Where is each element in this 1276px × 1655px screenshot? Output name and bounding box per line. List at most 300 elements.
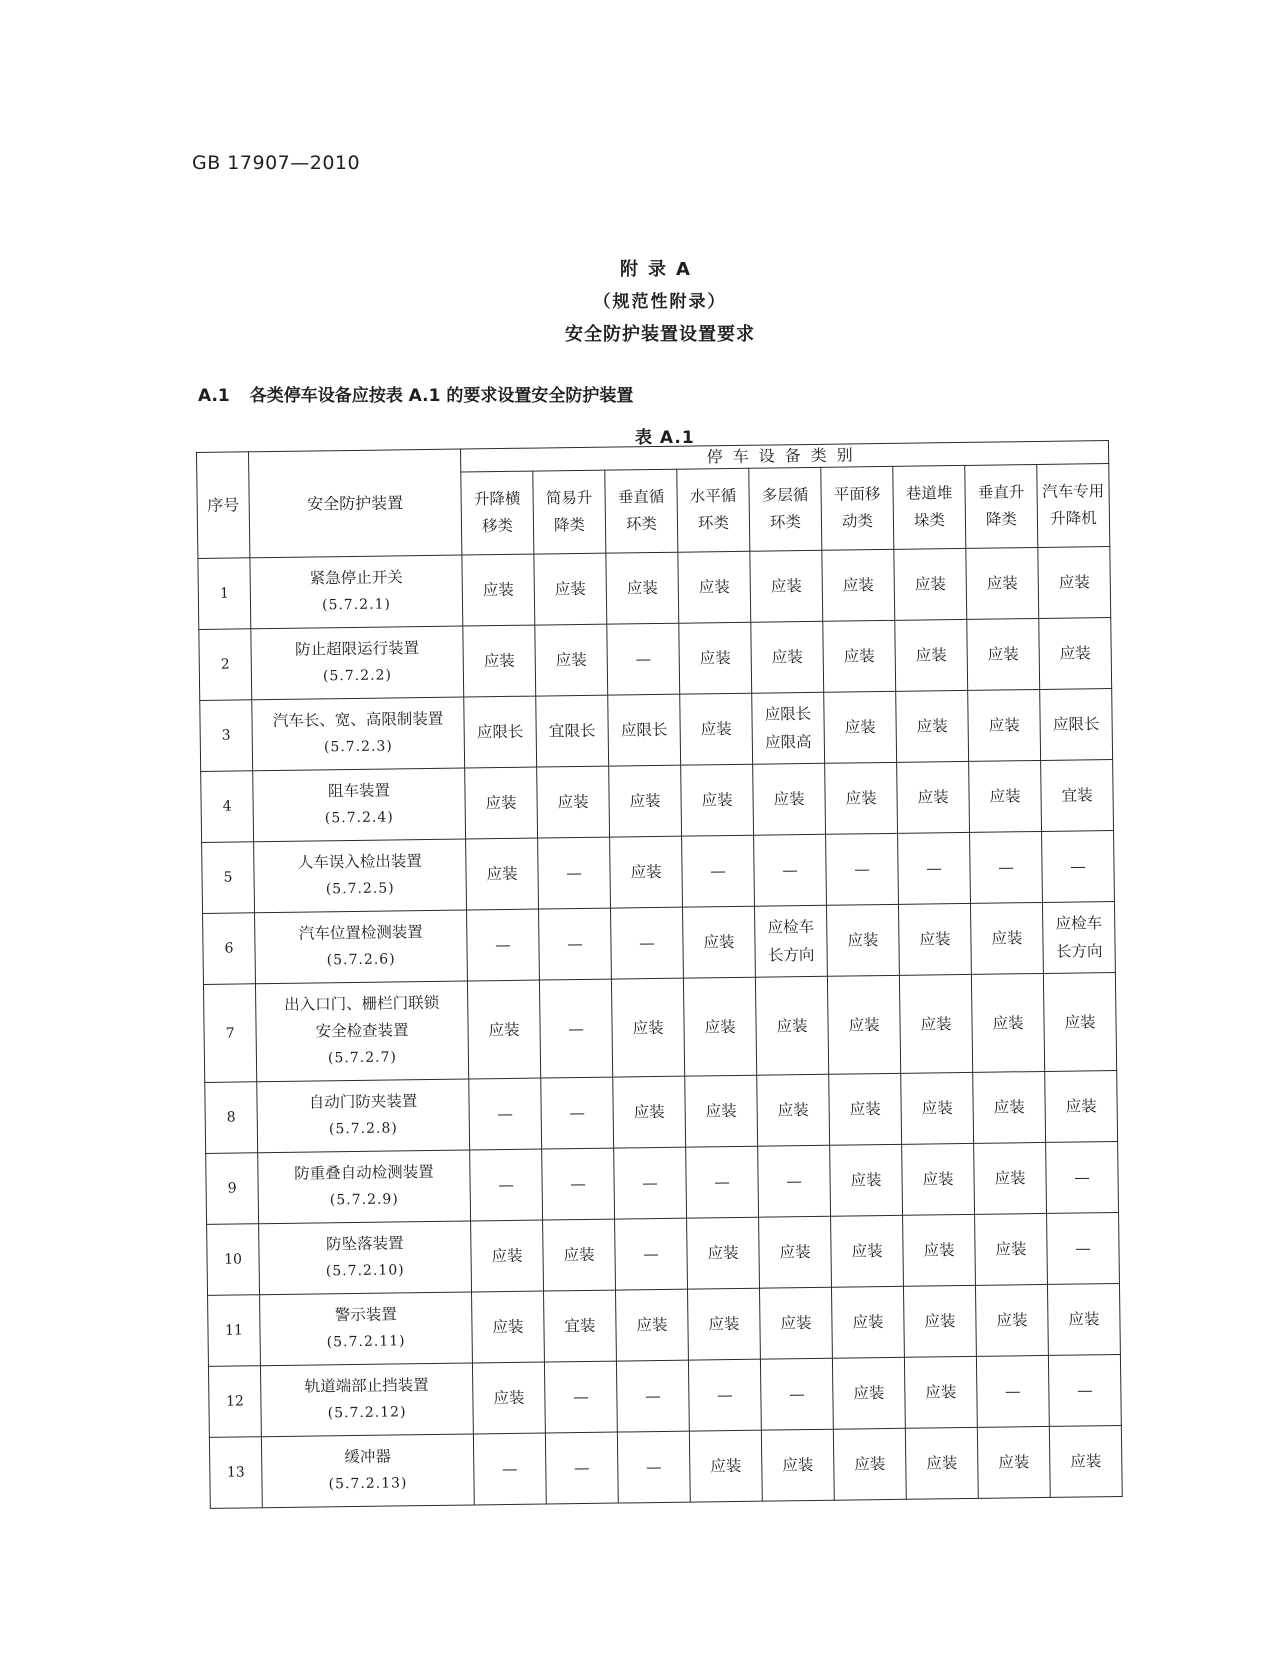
row-device bbox=[260, 1363, 473, 1437]
row-seq: 1 bbox=[198, 558, 251, 630]
requirement-text: — bbox=[639, 934, 655, 953]
requirement-cell bbox=[1043, 973, 1116, 1072]
requirement-cell bbox=[973, 1071, 1046, 1143]
requirement-cell bbox=[830, 1144, 903, 1216]
requirement-text: 应装 bbox=[924, 1312, 956, 1331]
requirement-text: 应装 bbox=[915, 646, 947, 665]
row-device bbox=[255, 981, 468, 1082]
clause-reference: (5.7.2.6) bbox=[326, 951, 396, 969]
header-category-2 bbox=[533, 470, 606, 554]
requirement-cell bbox=[536, 695, 609, 767]
requirement-cell bbox=[759, 1287, 832, 1359]
header-category-line: 降类 bbox=[985, 510, 1018, 529]
requirement-text: 应装 bbox=[1070, 1452, 1102, 1471]
requirement-text: 应装 bbox=[926, 1454, 958, 1473]
header-category-group: 停车设备类别 bbox=[460, 441, 1108, 472]
requirement-text: 应装 bbox=[636, 1315, 668, 1335]
requirement-cell bbox=[614, 1147, 687, 1219]
requirement-cell bbox=[971, 973, 1044, 1072]
requirement-text: 应装 bbox=[1064, 1012, 1096, 1032]
row-device bbox=[252, 697, 465, 771]
requirement-text: 应装 bbox=[988, 716, 1020, 735]
row-device bbox=[258, 1150, 471, 1224]
table-row bbox=[208, 1283, 1121, 1366]
requirement-cell bbox=[615, 1218, 688, 1290]
requirement-text: 应装 bbox=[483, 651, 515, 671]
requirement-text: 应装 bbox=[842, 576, 874, 595]
requirement-cell bbox=[1038, 547, 1111, 619]
requirement-cell bbox=[465, 767, 538, 839]
requirement-cell bbox=[831, 1286, 904, 1358]
requirement-text: 应装 bbox=[630, 862, 662, 882]
requirement-cell bbox=[753, 763, 826, 835]
requirement-cell bbox=[977, 1426, 1050, 1498]
requirement-cell bbox=[897, 761, 970, 833]
requirement-cell bbox=[467, 980, 540, 1079]
requirement-text: 应装 bbox=[482, 580, 514, 600]
table-row bbox=[206, 1141, 1119, 1224]
row-device bbox=[253, 768, 466, 842]
requirement-cell bbox=[898, 903, 971, 975]
requirement-text: 应装 bbox=[986, 574, 1018, 593]
requirement-text: 应装 bbox=[780, 1314, 812, 1333]
requirement-cell bbox=[471, 1220, 544, 1292]
header-category-line: 移类 bbox=[481, 516, 514, 536]
requirement-text: — bbox=[566, 863, 582, 883]
requirement-text: 应装 bbox=[1065, 1097, 1097, 1116]
requirement-cell bbox=[680, 693, 753, 765]
requirement-cell bbox=[544, 1361, 617, 1433]
requirement-text: — bbox=[926, 859, 942, 878]
requirement-text: 应装 bbox=[916, 717, 948, 736]
requirement-text: 应装 bbox=[563, 1245, 595, 1265]
requirement-text: 应装 bbox=[844, 718, 876, 737]
requirement-text: — bbox=[569, 1103, 586, 1123]
row-device bbox=[257, 1079, 470, 1153]
requirement-text: — bbox=[568, 1019, 584, 1038]
requirement-cell bbox=[469, 1078, 542, 1150]
row-device bbox=[261, 1434, 474, 1508]
requirement-text: 应限长 bbox=[620, 720, 668, 740]
appendix-type: （规范性附录） bbox=[593, 292, 727, 312]
clause-reference: (5.7.2.8) bbox=[328, 1120, 398, 1138]
requirement-text: 应装 bbox=[996, 1311, 1028, 1330]
header-category-5 bbox=[749, 467, 822, 551]
requirement-text: — bbox=[710, 862, 726, 881]
table-row bbox=[202, 831, 1115, 914]
requirement-cell bbox=[679, 622, 752, 694]
requirement-text: 应装 bbox=[917, 788, 949, 807]
device-name: 人车误入检出装置 bbox=[297, 852, 422, 872]
requirement-cell bbox=[968, 689, 1041, 761]
requirement-text: — bbox=[782, 861, 798, 880]
requirement-cell bbox=[683, 977, 756, 1076]
requirement-text: 应装 bbox=[848, 1015, 880, 1035]
header-device: 安全防护装置 bbox=[249, 449, 462, 558]
requirement-text: 应装 bbox=[554, 579, 586, 599]
clause-reference: (5.7.2.10) bbox=[325, 1262, 405, 1280]
requirement-cell bbox=[902, 1143, 975, 1215]
requirement-text: 应装 bbox=[995, 1240, 1027, 1259]
requirement-cell bbox=[826, 904, 899, 976]
table-row bbox=[203, 902, 1116, 985]
requirement-text: 应装 bbox=[633, 1102, 665, 1122]
requirement-cell bbox=[975, 1284, 1048, 1356]
requirement-cell bbox=[542, 1148, 615, 1220]
header-category-line: 动类 bbox=[841, 512, 874, 531]
row-seq: 10 bbox=[207, 1224, 260, 1296]
header-category-8 bbox=[965, 464, 1038, 548]
device-name: 轨道端部止挡装置 bbox=[304, 1376, 429, 1396]
requirement-text: 应装 bbox=[707, 1243, 739, 1263]
requirement-text: 应装 bbox=[704, 1017, 736, 1036]
row-seq: 8 bbox=[205, 1082, 258, 1154]
requirement-text: 应装 bbox=[998, 1453, 1030, 1472]
requirement-text: — bbox=[854, 860, 870, 879]
requirement-cell bbox=[607, 623, 680, 695]
row-seq: 11 bbox=[208, 1295, 261, 1367]
requirement-cell bbox=[1041, 760, 1114, 832]
requirement-cell bbox=[758, 1145, 831, 1217]
requirement-cell bbox=[534, 553, 607, 625]
row-device bbox=[260, 1292, 473, 1366]
requirement-text: 应装 bbox=[770, 577, 802, 596]
header-category-1 bbox=[461, 471, 534, 555]
requirement-cell bbox=[1046, 1141, 1119, 1213]
requirement-cell bbox=[1042, 902, 1115, 974]
header-category-line: 垛类 bbox=[913, 511, 946, 530]
device-name: 自动门防夹装置 bbox=[308, 1092, 418, 1112]
requirement-cell bbox=[470, 1149, 543, 1221]
requirement-text: 应装 bbox=[629, 791, 661, 811]
requirement-cell bbox=[543, 1219, 616, 1291]
row-seq: 2 bbox=[199, 629, 252, 701]
requirement-text: — bbox=[1077, 1381, 1093, 1400]
requirement-text: — bbox=[567, 934, 583, 954]
requirement-cell bbox=[678, 551, 751, 623]
requirement-text: — bbox=[635, 650, 652, 669]
requirement-cell bbox=[538, 837, 611, 909]
requirement-cell bbox=[825, 762, 898, 834]
requirement-text: 应装 bbox=[782, 1456, 814, 1475]
clause-reference: (5.7.2.11) bbox=[326, 1333, 406, 1351]
requirement-text: 应装 bbox=[493, 1388, 525, 1408]
document-code: GB 17907—2010 bbox=[192, 152, 361, 174]
header-category-6 bbox=[821, 466, 894, 550]
requirement-cell bbox=[688, 1359, 761, 1431]
requirement-cell bbox=[464, 696, 537, 768]
requirement-text: 应装 bbox=[991, 929, 1023, 948]
requirement-text: 应装 bbox=[845, 789, 877, 808]
row-device bbox=[250, 555, 463, 629]
clause-text: 各类停车设备应按表 A.1 的要求设置安全防护装置 bbox=[249, 386, 634, 406]
requirement-cell bbox=[616, 1289, 689, 1361]
requirement-cell bbox=[682, 835, 755, 907]
table-row bbox=[207, 1212, 1120, 1295]
requirement-cell bbox=[609, 765, 682, 837]
requirement-cell bbox=[750, 550, 823, 622]
header-category-3 bbox=[605, 469, 678, 553]
requirement-cell bbox=[544, 1290, 617, 1362]
requirement-cell bbox=[611, 907, 684, 979]
requirement-cell bbox=[976, 1355, 1049, 1427]
requirement-text: 应装 bbox=[994, 1169, 1026, 1188]
requirement-text: — bbox=[789, 1385, 805, 1404]
requirement-cell bbox=[606, 552, 679, 624]
requirement-text: 应装 bbox=[850, 1171, 882, 1190]
requirement-cell bbox=[833, 1428, 906, 1500]
requirement-text: 应装 bbox=[700, 720, 732, 739]
requirement-text: 应装 bbox=[843, 647, 875, 666]
requirement-cell bbox=[463, 625, 536, 697]
clause-reference: (5.7.2.5) bbox=[325, 880, 395, 898]
appendix-name: 安全防护装置设置要求 bbox=[565, 324, 755, 345]
row-seq: 6 bbox=[203, 913, 256, 985]
requirement-cell bbox=[616, 1360, 689, 1432]
requirement-cell bbox=[462, 554, 535, 626]
header-category-4 bbox=[677, 468, 750, 552]
table-row bbox=[205, 1071, 1118, 1154]
appendix-title: 附录A bbox=[620, 259, 700, 280]
requirement-text: 应装 bbox=[921, 1099, 953, 1118]
requirement-cell bbox=[894, 548, 967, 620]
clause-reference: (5.7.2.4) bbox=[324, 809, 394, 827]
requirement-cell bbox=[689, 1430, 762, 1502]
row-device bbox=[254, 839, 467, 913]
requirement-text: 应装 bbox=[847, 931, 879, 950]
requirement-text: 应装 bbox=[919, 930, 951, 949]
row-device bbox=[259, 1221, 472, 1295]
clause-reference: (5.7.2.3) bbox=[323, 738, 393, 756]
clause-reference: (5.7.2.1) bbox=[321, 596, 392, 614]
requirement-text: 应装 bbox=[701, 791, 733, 810]
requirement-cell bbox=[824, 691, 897, 763]
requirement-text: — bbox=[643, 1245, 659, 1264]
requirement-cell bbox=[966, 547, 1039, 619]
header-seq: 序号 bbox=[197, 452, 250, 559]
requirement-text: — bbox=[501, 1459, 518, 1479]
requirement-cell bbox=[895, 619, 968, 691]
requirement-cell bbox=[686, 1146, 759, 1218]
requirement-text: — bbox=[786, 1172, 802, 1191]
row-seq: 7 bbox=[203, 984, 256, 1083]
requirement-cell bbox=[903, 1214, 976, 1286]
header-category-line: 水平循 bbox=[689, 486, 737, 506]
requirement-text: 应装 bbox=[699, 649, 731, 668]
device-name: 出入口门、栅栏门联锁 bbox=[284, 993, 440, 1014]
header-category-line: 垂直升 bbox=[977, 483, 1025, 502]
requirement-text: 应限长 bbox=[476, 722, 524, 742]
requirement-cell bbox=[759, 1216, 832, 1288]
requirement-cell bbox=[903, 1285, 976, 1357]
clause-reference: (5.7.2.13) bbox=[328, 1475, 408, 1493]
requirement-cell bbox=[1048, 1354, 1121, 1426]
clause-reference: (5.7.2.12) bbox=[327, 1404, 407, 1422]
requirement-text: 应装 bbox=[492, 1317, 524, 1337]
requirement-cell bbox=[1045, 1071, 1118, 1143]
requirement-text: 长方向 bbox=[1055, 942, 1103, 961]
requirement-text: 应装 bbox=[488, 1020, 520, 1039]
requirement-cell bbox=[974, 1142, 1047, 1214]
clause-number: A.1 bbox=[198, 386, 230, 406]
requirement-cell bbox=[467, 909, 540, 981]
requirement-text: 应装 bbox=[705, 1101, 737, 1121]
requirement-cell bbox=[466, 838, 539, 910]
requirement-cell bbox=[473, 1433, 546, 1505]
requirement-cell bbox=[905, 1427, 978, 1499]
requirement-text: 应限长 bbox=[1052, 715, 1100, 734]
requirement-text: 应限长 bbox=[764, 704, 812, 724]
clause-reference: (5.7.2.7) bbox=[327, 1049, 397, 1067]
header-category-line: 巷道堆 bbox=[905, 484, 953, 503]
requirement-cell bbox=[613, 1076, 686, 1148]
requirement-cell bbox=[541, 1077, 614, 1149]
requirement-text: 应装 bbox=[710, 1456, 742, 1476]
requirement-text: 应装 bbox=[491, 1246, 523, 1266]
requirement-cell bbox=[1039, 618, 1112, 690]
requirement-text: — bbox=[573, 1387, 589, 1407]
requirement-cell bbox=[681, 764, 754, 836]
header-category-line: 垂直循 bbox=[617, 487, 665, 507]
requirement-text: — bbox=[573, 1458, 590, 1478]
requirement-text: 应装 bbox=[854, 1455, 886, 1474]
requirement-text: 应装 bbox=[703, 932, 735, 952]
requirement-text: — bbox=[998, 858, 1014, 877]
requirement-text: 应装 bbox=[776, 1016, 808, 1035]
requirement-text: — bbox=[1074, 1168, 1090, 1187]
header-category-line: 环类 bbox=[625, 514, 658, 534]
header-category-line: 降类 bbox=[553, 515, 586, 535]
requirement-cell bbox=[752, 692, 825, 764]
row-seq: 3 bbox=[200, 700, 253, 772]
table-caption: 表 A.1 bbox=[635, 428, 695, 448]
requirement-text: 应装 bbox=[920, 1014, 952, 1034]
requirement-cell bbox=[970, 902, 1043, 974]
table-row bbox=[203, 973, 1116, 1083]
requirement-text: 应装 bbox=[851, 1242, 883, 1261]
requirement-cell bbox=[685, 1075, 758, 1147]
requirement-text: 宜装 bbox=[1061, 786, 1093, 805]
table-row bbox=[201, 760, 1114, 843]
requirement-cell bbox=[969, 760, 1042, 832]
requirement-cell bbox=[754, 905, 827, 977]
header-category-7 bbox=[893, 465, 966, 549]
device-name: 汽车位置检测装置 bbox=[298, 923, 423, 943]
requirement-text: — bbox=[498, 1175, 514, 1195]
table-row bbox=[200, 689, 1113, 772]
requirement-text: 应装 bbox=[922, 1170, 954, 1189]
requirement-cell bbox=[1040, 689, 1113, 761]
row-seq: 9 bbox=[206, 1153, 259, 1225]
requirement-text: — bbox=[497, 1104, 514, 1124]
header-category-line: 环类 bbox=[697, 514, 730, 533]
requirement-text: — bbox=[642, 1174, 658, 1193]
requirement-text: 应装 bbox=[771, 648, 803, 667]
requirement-cell bbox=[901, 1072, 974, 1144]
requirement-text: 应装 bbox=[773, 790, 805, 809]
device-name: 安全检查装置 bbox=[315, 1021, 409, 1041]
device-name: 缓冲器 bbox=[344, 1447, 392, 1467]
requirement-cell bbox=[822, 549, 895, 621]
header-category-line: 简易升 bbox=[545, 488, 593, 508]
requirement-text: — bbox=[1004, 1382, 1021, 1401]
table-container bbox=[196, 440, 1123, 1509]
requirement-cell bbox=[761, 1429, 834, 1501]
requirement-cell bbox=[687, 1217, 760, 1289]
requirement-text: 应限高 bbox=[764, 732, 812, 752]
header-category-line: 环类 bbox=[769, 513, 802, 532]
requirement-text: 应装 bbox=[853, 1384, 885, 1403]
requirement-cell bbox=[760, 1358, 833, 1430]
requirement-cell bbox=[904, 1356, 977, 1428]
requirement-cell bbox=[611, 978, 684, 1077]
requirement-text: 应装 bbox=[992, 1013, 1024, 1033]
requirement-cell bbox=[617, 1431, 690, 1503]
requirement-cell bbox=[899, 974, 972, 1073]
requirement-cell bbox=[829, 1073, 902, 1145]
requirement-cell bbox=[539, 908, 612, 980]
requirement-cell bbox=[535, 624, 608, 696]
requirement-text: 应装 bbox=[486, 864, 518, 884]
requirement-text: 应装 bbox=[989, 787, 1021, 806]
requirement-cell bbox=[537, 766, 610, 838]
requirement-text: 应装 bbox=[987, 645, 1019, 664]
clause-reference: (5.7.2.2) bbox=[322, 667, 392, 685]
device-name: 紧急停止开关 bbox=[309, 568, 403, 588]
device-name: 防重叠自动检测装置 bbox=[294, 1162, 434, 1183]
requirement-text: 应装 bbox=[1068, 1310, 1100, 1329]
requirement-cell bbox=[896, 690, 969, 762]
row-seq: 12 bbox=[208, 1366, 261, 1438]
requirement-text: 宜限长 bbox=[548, 721, 596, 741]
requirement-text: — bbox=[717, 1386, 733, 1405]
requirement-cell bbox=[472, 1362, 545, 1434]
requirement-cell bbox=[1047, 1212, 1120, 1284]
requirement-text: 应装 bbox=[849, 1100, 881, 1119]
requirement-text: — bbox=[495, 935, 511, 955]
requirement-text: 应装 bbox=[708, 1314, 740, 1334]
requirement-text: 应装 bbox=[923, 1241, 955, 1260]
requirement-text: — bbox=[1070, 857, 1086, 876]
requirement-cell bbox=[610, 836, 683, 908]
requirement-text: 应检车 bbox=[1055, 914, 1103, 933]
device-name: 阻车装置 bbox=[327, 781, 391, 801]
device-name: 防坠落装置 bbox=[325, 1234, 404, 1254]
requirement-text: — bbox=[645, 1457, 662, 1477]
requirement-text: 应装 bbox=[555, 650, 587, 670]
requirement-cell bbox=[832, 1357, 905, 1429]
requirement-text: 应装 bbox=[1059, 644, 1091, 663]
requirement-text: — bbox=[645, 1386, 661, 1406]
table-row bbox=[198, 547, 1111, 630]
row-seq: 4 bbox=[201, 771, 254, 843]
row-device bbox=[255, 910, 468, 984]
requirement-cell bbox=[826, 833, 899, 905]
requirement-cell bbox=[1047, 1283, 1120, 1355]
requirement-cell bbox=[687, 1288, 760, 1360]
requirement-text: 应检车 bbox=[767, 917, 815, 937]
requirement-text: — bbox=[570, 1174, 586, 1194]
requirement-cell bbox=[898, 832, 971, 904]
requirement-text: 应装 bbox=[485, 793, 517, 813]
header-category-line: 平面移 bbox=[833, 485, 881, 504]
requirements-table bbox=[196, 440, 1123, 1509]
device-name: 防止超限运行装置 bbox=[294, 639, 420, 659]
requirement-text: 应装 bbox=[914, 575, 946, 594]
requirement-text: 长方向 bbox=[767, 945, 815, 965]
row-seq: 13 bbox=[209, 1437, 262, 1509]
requirement-cell bbox=[682, 906, 755, 978]
